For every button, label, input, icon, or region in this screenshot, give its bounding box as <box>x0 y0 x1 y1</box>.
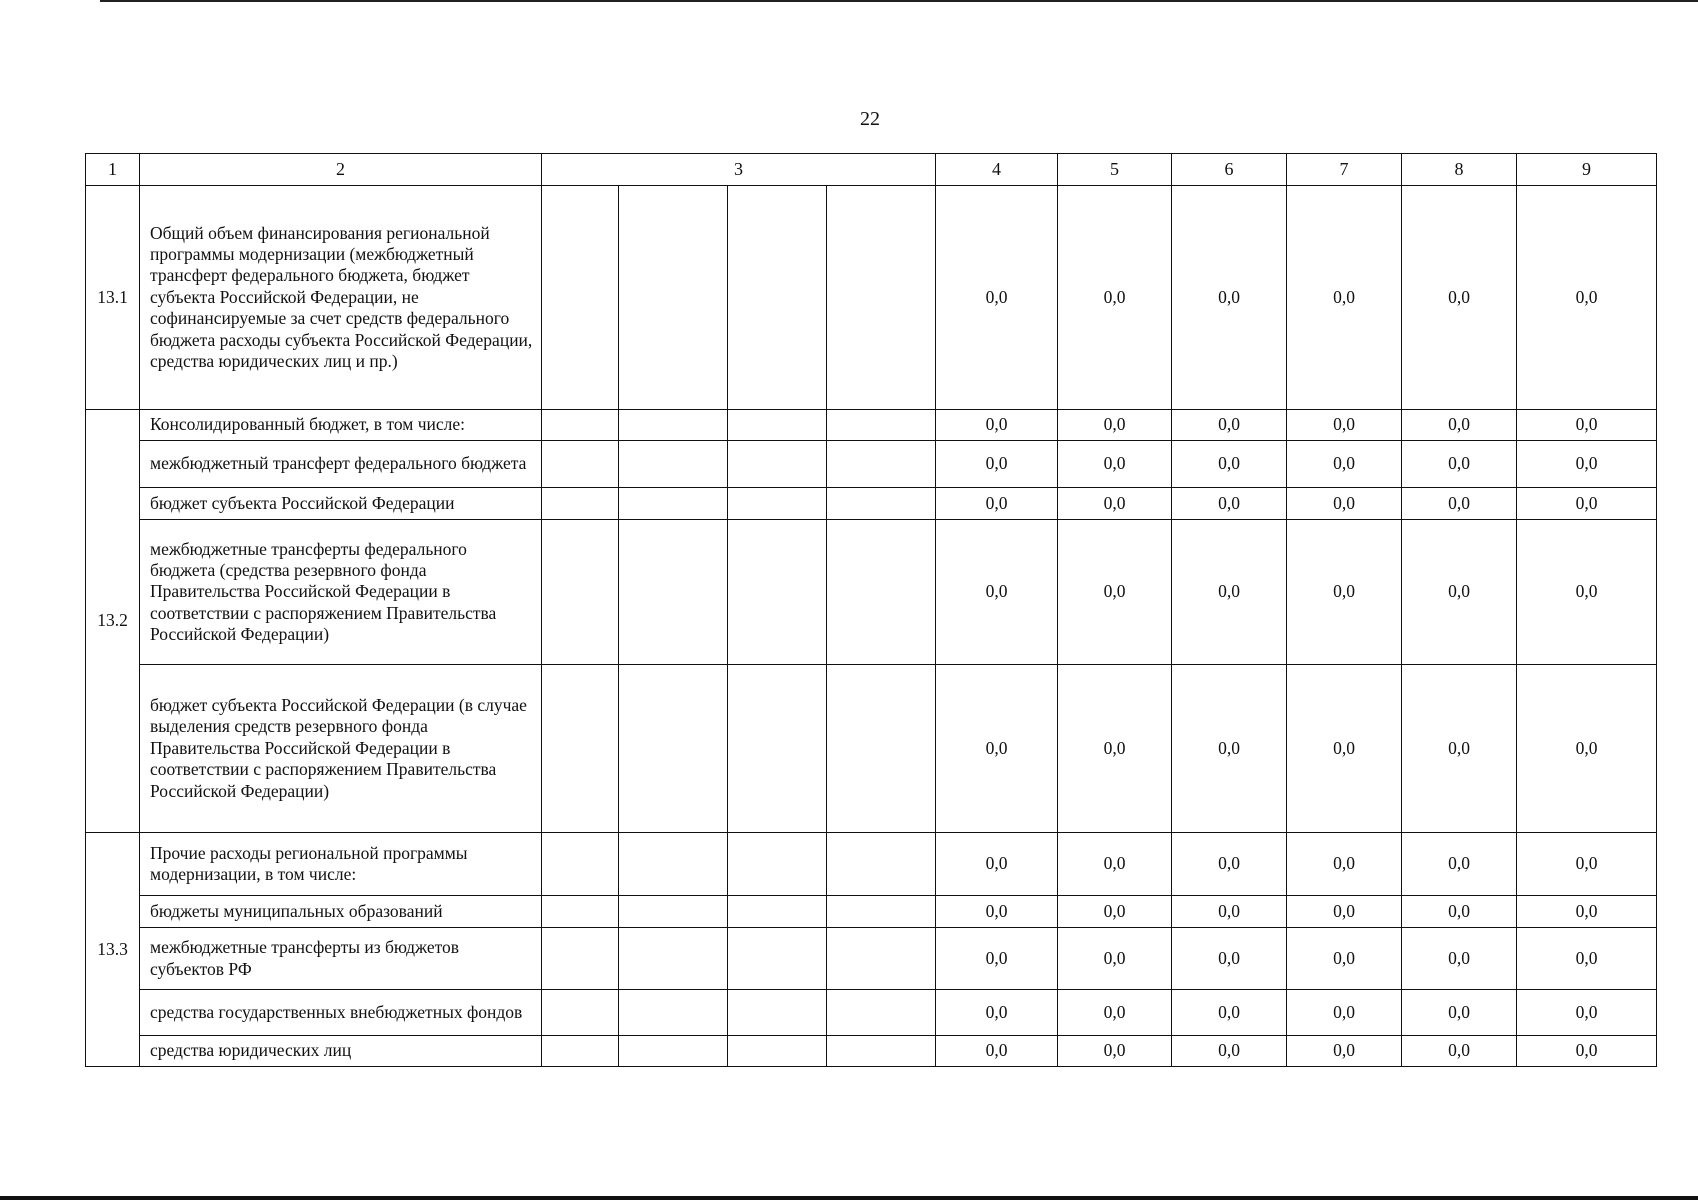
value-cell: 0,0 <box>1517 1036 1657 1067</box>
value-cell: 0,0 <box>1402 1036 1517 1067</box>
empty-cell <box>728 928 827 990</box>
empty-cell <box>542 833 619 896</box>
value-cell: 0,0 <box>1517 990 1657 1036</box>
header-cell-6: 6 <box>1172 154 1287 186</box>
empty-cell <box>542 896 619 928</box>
empty-cell <box>728 410 827 441</box>
empty-cell <box>827 833 936 896</box>
table-row <box>86 833 1657 896</box>
value-cell: 0,0 <box>1058 1036 1172 1067</box>
value-cell: 0,0 <box>1058 665 1172 833</box>
section-number: 13.1 <box>86 186 140 410</box>
value-cell: 0,0 <box>1058 928 1172 990</box>
empty-cell <box>542 488 619 520</box>
empty-cell <box>827 665 936 833</box>
empty-cell <box>728 186 827 410</box>
empty-cell <box>827 896 936 928</box>
table-row <box>86 186 1657 410</box>
value-cell: 0,0 <box>1402 665 1517 833</box>
value-cell: 0,0 <box>1402 186 1517 410</box>
row-description: межбюджетный трансферт федерального бюджета <box>140 441 542 488</box>
value-cell: 0,0 <box>1172 928 1287 990</box>
value-cell: 0,0 <box>1287 441 1402 488</box>
row-description: Консолидированный бюджет, в том числе: <box>140 410 542 441</box>
value-cell: 0,0 <box>936 186 1058 410</box>
value-cell: 0,0 <box>1517 410 1657 441</box>
empty-cell <box>619 410 728 441</box>
empty-cell <box>542 990 619 1036</box>
empty-cell <box>728 520 827 665</box>
empty-cell <box>728 990 827 1036</box>
header-cell-1: 1 <box>86 154 140 186</box>
value-cell: 0,0 <box>1058 441 1172 488</box>
value-cell: 0,0 <box>936 488 1058 520</box>
row-description: межбюджетные трансферты из бюджетов субъектов РФ <box>140 928 542 990</box>
header-row <box>86 154 1657 186</box>
value-cell: 0,0 <box>1058 520 1172 665</box>
table-row <box>86 928 1657 990</box>
row-description: бюджет субъекта Российской Федерации (в случае выделения средств резервного фонда Правительства Российской Федерации в соответствии с распоряжением Правительства Российской Федерации) <box>140 665 542 833</box>
page-number: 22 <box>860 108 880 130</box>
table-row <box>86 520 1657 665</box>
value-cell: 0,0 <box>1058 186 1172 410</box>
value-cell: 0,0 <box>1172 1036 1287 1067</box>
value-cell: 0,0 <box>1172 896 1287 928</box>
value-cell: 0,0 <box>1517 441 1657 488</box>
value-cell: 0,0 <box>936 520 1058 665</box>
scan-edge-bottom <box>0 1196 1698 1200</box>
empty-cell <box>542 665 619 833</box>
empty-cell <box>542 410 619 441</box>
scan-edge-top <box>100 0 1698 2</box>
table-row <box>86 410 1657 441</box>
empty-cell <box>827 441 936 488</box>
empty-cell <box>542 441 619 488</box>
value-cell: 0,0 <box>1287 410 1402 441</box>
empty-cell <box>542 1036 619 1067</box>
value-cell: 0,0 <box>1287 186 1402 410</box>
value-cell: 0,0 <box>1058 833 1172 896</box>
value-cell: 0,0 <box>1402 520 1517 665</box>
row-description: Общий объем финансирования региональной программы модернизации (межбюджетный трансферт федерального бюджета, бюджет субъекта Российской Федерации, не софинансируемые за счет средств федерального бюджета расходы субъекта Российской Федерации, средства юридических лиц и пр.) <box>140 186 542 410</box>
header-cell-5: 5 <box>1058 154 1172 186</box>
header-cell-8: 8 <box>1402 154 1517 186</box>
value-cell: 0,0 <box>1172 833 1287 896</box>
value-cell: 0,0 <box>936 928 1058 990</box>
value-cell: 0,0 <box>936 410 1058 441</box>
value-cell: 0,0 <box>936 1036 1058 1067</box>
header-cell-3: 3 <box>542 154 936 186</box>
empty-cell <box>728 488 827 520</box>
value-cell: 0,0 <box>1287 990 1402 1036</box>
value-cell: 0,0 <box>1517 928 1657 990</box>
header-cell-9: 9 <box>1517 154 1657 186</box>
empty-cell <box>619 1036 728 1067</box>
value-cell: 0,0 <box>936 665 1058 833</box>
value-cell: 0,0 <box>1287 488 1402 520</box>
empty-cell <box>542 186 619 410</box>
value-cell: 0,0 <box>1402 441 1517 488</box>
empty-cell <box>728 665 827 833</box>
value-cell: 0,0 <box>1287 833 1402 896</box>
section-number: 13.3 <box>86 833 140 1067</box>
value-cell: 0,0 <box>1402 410 1517 441</box>
value-cell: 0,0 <box>936 441 1058 488</box>
value-cell: 0,0 <box>1172 520 1287 665</box>
empty-cell <box>827 488 936 520</box>
empty-cell <box>728 1036 827 1067</box>
empty-cell <box>619 896 728 928</box>
empty-cell <box>619 833 728 896</box>
empty-cell <box>542 520 619 665</box>
value-cell: 0,0 <box>1287 896 1402 928</box>
value-cell: 0,0 <box>1287 928 1402 990</box>
empty-cell <box>827 520 936 665</box>
table-row <box>86 990 1657 1036</box>
header-cell-7: 7 <box>1287 154 1402 186</box>
value-cell: 0,0 <box>1058 488 1172 520</box>
value-cell: 0,0 <box>1287 520 1402 665</box>
row-description: межбюджетные трансферты федерального бюджета (средства резервного фонда Правительства Российской Федерации в соответствии с распоряжением Правительства Российской Федерации) <box>140 520 542 665</box>
empty-cell <box>827 928 936 990</box>
empty-cell <box>619 186 728 410</box>
value-cell: 0,0 <box>1517 520 1657 665</box>
value-cell: 0,0 <box>1058 990 1172 1036</box>
value-cell: 0,0 <box>1058 410 1172 441</box>
table-row <box>86 441 1657 488</box>
table-row <box>86 488 1657 520</box>
value-cell: 0,0 <box>936 990 1058 1036</box>
empty-cell <box>619 520 728 665</box>
row-description: средства юридических лиц <box>140 1036 542 1067</box>
value-cell: 0,0 <box>1172 441 1287 488</box>
row-description: Прочие расходы региональной программы модернизации, в том числе: <box>140 833 542 896</box>
value-cell: 0,0 <box>1402 833 1517 896</box>
value-cell: 0,0 <box>1172 186 1287 410</box>
value-cell: 0,0 <box>936 896 1058 928</box>
value-cell: 0,0 <box>1402 896 1517 928</box>
empty-cell <box>619 441 728 488</box>
empty-cell <box>728 833 827 896</box>
header-cell-4: 4 <box>936 154 1058 186</box>
value-cell: 0,0 <box>1402 928 1517 990</box>
value-cell: 0,0 <box>1287 665 1402 833</box>
empty-cell <box>619 665 728 833</box>
empty-cell <box>542 928 619 990</box>
table-body <box>86 154 1657 1067</box>
value-cell: 0,0 <box>1172 410 1287 441</box>
value-cell: 0,0 <box>1172 488 1287 520</box>
table-row <box>86 1036 1657 1067</box>
value-cell: 0,0 <box>1517 833 1657 896</box>
value-cell: 0,0 <box>1402 990 1517 1036</box>
value-cell: 0,0 <box>1058 896 1172 928</box>
value-cell: 0,0 <box>1517 665 1657 833</box>
value-cell: 0,0 <box>1517 186 1657 410</box>
value-cell: 0,0 <box>1287 1036 1402 1067</box>
value-cell: 0,0 <box>1172 990 1287 1036</box>
row-description: бюджет субъекта Российской Федерации <box>140 488 542 520</box>
empty-cell <box>827 186 936 410</box>
empty-cell <box>619 928 728 990</box>
section-number: 13.2 <box>86 410 140 833</box>
empty-cell <box>619 488 728 520</box>
empty-cell <box>827 990 936 1036</box>
empty-cell <box>728 441 827 488</box>
empty-cell <box>619 990 728 1036</box>
empty-cell <box>827 1036 936 1067</box>
row-description: средства государственных внебюджетных фондов <box>140 990 542 1036</box>
financing-table <box>85 153 1657 1067</box>
value-cell: 0,0 <box>1172 665 1287 833</box>
table-row <box>86 896 1657 928</box>
value-cell: 0,0 <box>1517 488 1657 520</box>
value-cell: 0,0 <box>936 833 1058 896</box>
table-row <box>86 665 1657 833</box>
header-cell-2: 2 <box>140 154 542 186</box>
value-cell: 0,0 <box>1517 896 1657 928</box>
value-cell: 0,0 <box>1402 488 1517 520</box>
empty-cell <box>827 410 936 441</box>
empty-cell <box>728 896 827 928</box>
row-description: бюджеты муниципальных образований <box>140 896 542 928</box>
